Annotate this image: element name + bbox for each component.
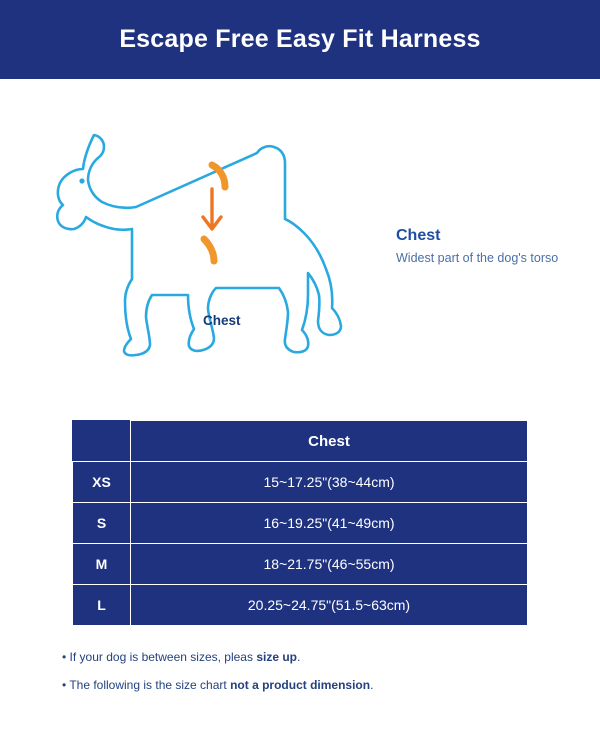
table-corner-cell (73, 421, 131, 462)
size-chart-table-wrap (72, 420, 528, 626)
note-text: The following is the size chart (69, 677, 231, 692)
note-emphasis: size up (256, 650, 298, 664)
table-header-row (73, 421, 528, 462)
size-label: S (73, 503, 131, 544)
down-arrow-icon (203, 189, 221, 229)
table-column-header-chest: Chest (131, 421, 528, 462)
note-item (62, 678, 542, 694)
notes-section (62, 650, 542, 705)
legend-block (396, 227, 576, 267)
note-bullet: • (62, 650, 70, 664)
table-row (73, 544, 528, 585)
note-emphasis: not a product dimension (230, 677, 371, 692)
size-label: M (73, 544, 131, 585)
dog-illustration (36, 103, 366, 373)
dog-outline-icon (57, 135, 341, 355)
chest-value: 20.25~24.75"(51.5~63cm) (131, 585, 528, 626)
note-text-tail: . (370, 677, 374, 692)
size-label: XS (73, 462, 131, 503)
chest-callout-label: Chest (203, 313, 241, 328)
size-chart-table (72, 420, 528, 626)
table-row (73, 585, 528, 626)
note-item (62, 650, 542, 666)
note-text-tail: . (297, 650, 301, 664)
chest-measuring-band-icon (204, 165, 225, 261)
page-header (0, 0, 600, 79)
table-head (73, 421, 528, 462)
table-row (73, 503, 528, 544)
legend-description: Widest part of the dog's torso (396, 251, 559, 265)
page-title: Escape Free Easy Fit Harness (119, 25, 481, 53)
table-row (73, 462, 528, 503)
legend-title: Chest (396, 227, 441, 244)
chest-value: 18~21.75"(46~55cm) (131, 544, 528, 585)
note-bullet: • (62, 677, 70, 692)
illustration-section (0, 79, 600, 379)
chest-value: 15~17.25"(38~44cm) (131, 462, 528, 503)
note-text: If your dog is between sizes, pleas (69, 650, 257, 664)
table-body (73, 462, 528, 626)
chest-value: 16~19.25"(41~49cm) (131, 503, 528, 544)
size-label: L (73, 585, 131, 626)
